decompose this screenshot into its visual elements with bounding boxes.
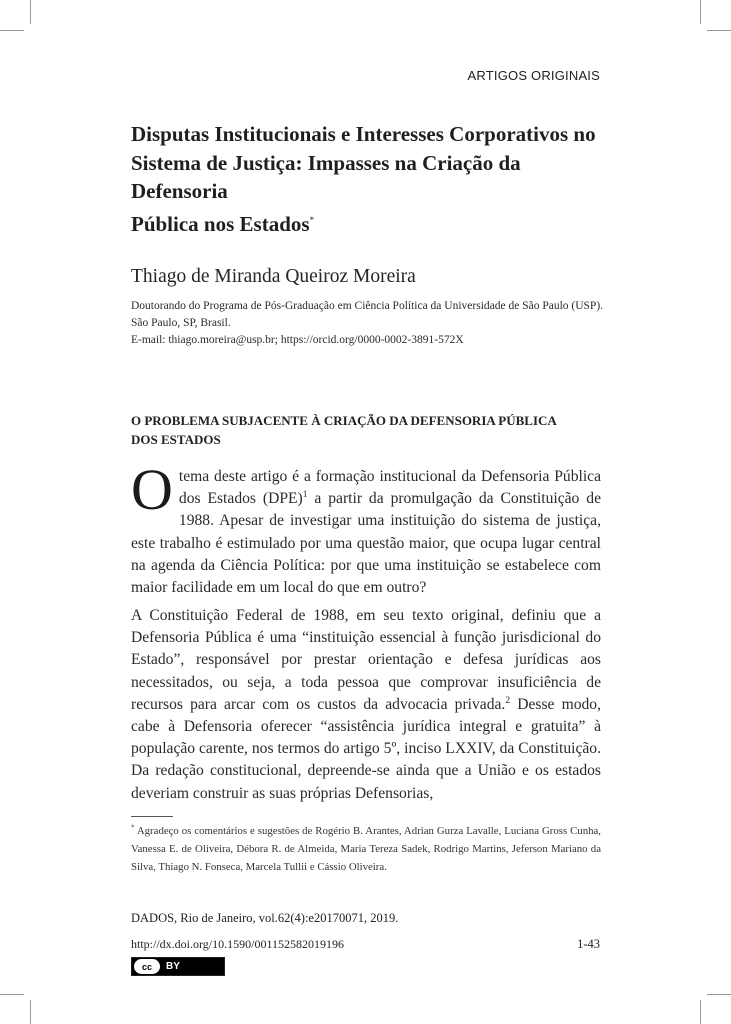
page-number: 1-43 — [577, 937, 600, 951]
affiliation-line-2: São Paulo, SP, Brasil. — [131, 317, 231, 329]
section-heading-line-1: O PROBLEMA SUBJACENTE À CRIAÇÃO DA DEFENSORIA PÚBLICA — [131, 413, 557, 428]
crop-mark-top-left-h — [0, 30, 24, 31]
paragraph-2-text-a: A Constituição Federal de 1988, em seu texto original, definiu que a Defensoria Pública é uma “instituição essencial à função jurisdicional do Estado”, responsável por prestar orientação e defesa jurídicas aos necessitados, ou seja, a toda pessoa que comprovar insuficiência de recursos para arcar com os custos da advocacia privada. — [131, 607, 601, 713]
cc-license-badge[interactable] — [131, 957, 225, 976]
footnote-ref-1[interactable]: 1 — [302, 490, 308, 501]
crop-mark-top-right-v — [700, 0, 701, 24]
crop-mark-bottom-right-v — [700, 1000, 701, 1024]
affiliation-line-3: E-mail: thiago.moreira@usp.br; https://orcid.org/0000-0002-3891-572X — [131, 334, 464, 346]
crop-mark-bottom-right-h — [707, 994, 731, 995]
footnote-ref-2[interactable]: 2 — [505, 695, 511, 706]
title-line-2: Sistema de Justiça: Impasses na Criação da Defensoria — [131, 150, 521, 203]
paragraph-2 — [131, 605, 601, 805]
paragraph-1 — [131, 457, 601, 599]
journal-citation: DADOS, Rio de Janeiro, vol.62(4):e20170071, 2019. — [131, 911, 399, 925]
doi-link[interactable]: http://dx.doi.org/10.1590/001152582019196 — [131, 937, 345, 951]
paragraph-1-text-a: tema deste artigo é a formação institucional da Defensoria Pública dos Estados (DPE) — [178, 468, 601, 508]
footnote-text: Agradeço os comentários e sugestões de Rogério B. Arantes, Adrian Gurza Lavalle, Luciana Gross Cunha, Vanessa E. de Oliveira, Débora R. de Almeida, Maria Tereza Sadek, Rodrigo Martins, Jeferson Mariano da Silva, Thiago N. Fonseca, Marcela Tullii e Cássio Oliveira. — [131, 825, 601, 873]
crop-mark-bottom-left-h — [0, 994, 24, 995]
title-line-3 — [131, 206, 611, 239]
article-title — [131, 120, 611, 238]
crop-mark-top-left-v — [30, 0, 31, 24]
crop-mark-top-right-h — [707, 30, 731, 31]
author-name: Thiago de Miranda Queiroz Moreira — [131, 266, 416, 287]
footnote-divider — [131, 816, 173, 817]
section-label: ARTIGOS ORIGINAIS — [467, 68, 600, 83]
author-affiliation — [131, 298, 604, 349]
footnote-marker: * — [131, 823, 135, 832]
crop-mark-bottom-left-v — [30, 1000, 31, 1024]
title-line-1: Disputas Institucionais e Interesses Corporativos no — [131, 122, 596, 146]
title-line-3-text: Pública nos Estados — [131, 211, 310, 236]
cc-by-label: BY — [166, 961, 180, 972]
affiliation-line-1: Doutorando do Programa de Pós-Graduação em Ciência Política da Universidade de São Paulo (USP). — [131, 300, 604, 312]
title-footnote-marker[interactable]: * — [309, 214, 315, 225]
paragraph-1-text-b: a partir da promulgação da Constituição de 1988. Apesar de investigar uma instituição do sistema de justiça, este trabalho é estimulado por uma questão maior, que ocupa lugar central na agenda da Ciência Política: por que uma instituição se estabelece com maior facilidade em um local do que em outro? — [131, 490, 601, 597]
footnote — [131, 822, 601, 876]
paragraph-2-text-b: Desse modo, cabe à Defensoria oferecer “assistência jurídica integral e gratuita” à população carente, nos termos do artigo 5º, inciso LXXIV, da Constituição. Da redação constitucional, depreende-se ainda que a União e os estados deveriam construir as suas próprias Defensorias, — [131, 695, 601, 802]
section-heading-line-2: DOS ESTADOS — [131, 432, 221, 447]
drop-cap: O — [131, 457, 173, 522]
section-heading — [131, 411, 601, 449]
cc-logo-icon: cc — [134, 959, 160, 974]
